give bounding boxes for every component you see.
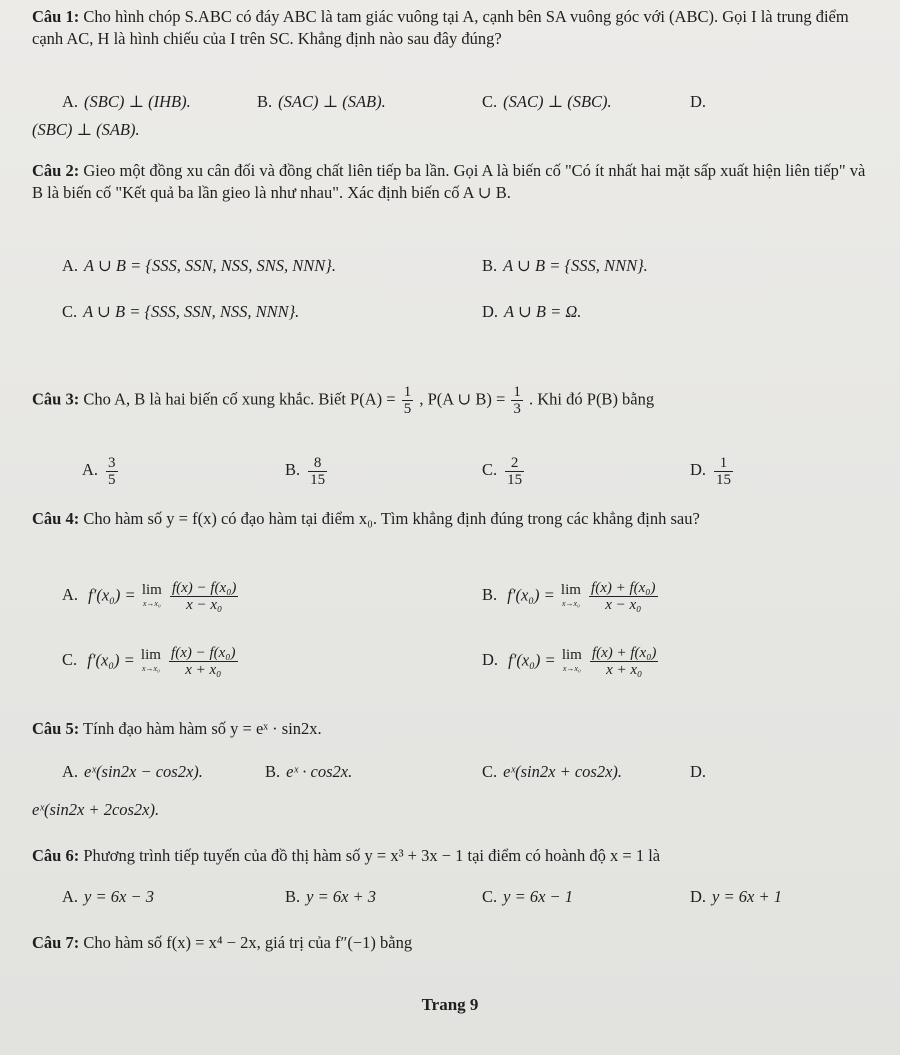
question-3-stem-mid: , P(A ∪ B) = [419, 389, 506, 409]
option-label: B. [482, 585, 498, 605]
question-5-number: Câu 5: [32, 719, 80, 738]
question-7-stem: Cho hàm số f(x) = x⁴ − 2x, giá trị của f″(−1) bằng [83, 933, 413, 952]
question-2-option-c: A ∪ B = {SSS, SSN, NSS, NNN}. [83, 302, 300, 321]
question-2 [32, 160, 872, 204]
option-label: C. [482, 887, 498, 906]
option-label: B. [265, 762, 281, 781]
question-3-option-b: $\frac{8}{15}$ [310, 455, 326, 488]
page-number: Trang 9 [421, 995, 479, 1014]
question-2-stem: Gieo một đồng xu cân đối và đồng chất liên tiếp ba lần. Gọi A là biến cố "Có ít nhất hai mặt sấp xuất hiện liên tiếp" và B là biến cố "Kết quả ba lần gieo là như nhau". Xác định biến cố A ∪ B. [32, 161, 866, 202]
question-5-option-b: eˣ · cos2x. [286, 762, 353, 781]
question-6 [32, 845, 872, 867]
question-1-option-d-row [32, 120, 872, 144]
option-label: A. [62, 585, 79, 605]
question-2-option-a: A ∪ B = {SSS, SSN, NSS, SNS, NNN}. [84, 256, 336, 275]
option-label: B. [482, 256, 498, 275]
question-4-option-c: $\frac{\text{f(x) − f(x₀)}}{\text{x + x₀}}$ [171, 645, 236, 678]
question-6-option-b: y = 6x + 3 [306, 887, 377, 906]
question-5-option-c: eˣ(sin2x + cos2x). [503, 762, 623, 781]
question-3-stem-pre: Cho A, B là hai biến cố xung khắc. Biết P(A) = [83, 389, 396, 409]
question-1-stem: Cho hình chóp S.ABC có đáy ABC là tam giác vuông tại A, cạnh bên SA vuông góc với (ABC). Gọi I là trung điểm cạnh AC, H là hình chiếu của I trên SC. Khẳng định nào sau đây đúng? [32, 7, 849, 48]
question-2-option-b: A ∪ B = {SSS, NNN}. [503, 256, 648, 275]
question-3-option-a: $\frac{3}{5}$ [108, 455, 116, 488]
question-6-option-c: y = 6x − 1 [503, 887, 574, 906]
question-3 [32, 382, 872, 416]
question-5-option-d-row [32, 800, 872, 824]
question-4-number: Câu 4: [32, 509, 80, 528]
option-label: D. [690, 460, 707, 480]
question-5-options [32, 762, 872, 786]
option-label: C. [62, 650, 78, 670]
question-5-option-d: eˣ(sin2x + 2cos2x). [32, 800, 160, 819]
question-3-stem-post: . Khi đó P(B) bằng [529, 389, 655, 409]
derivative-lhs: f′(x₀) = [88, 585, 136, 605]
question-4-option-d: $\frac{\text{f(x) + f(x₀)}}{\text{x + x₀}}$ [591, 645, 657, 678]
option-label: A. [62, 256, 79, 275]
question-3-number: Câu 3: [32, 389, 80, 409]
question-2-options-ab [32, 256, 872, 280]
option-label: C. [482, 92, 498, 111]
question-4-option-b: $\frac{\text{f(x) + f(x₀)}}{\text{x − x₀}}$ [591, 580, 656, 613]
derivative-lhs: f′(x₀) = [508, 650, 556, 670]
question-1-option-c: (SAC) ⊥ (SBC). [503, 92, 612, 111]
question-2-options-cd [32, 302, 872, 326]
option-label: C. [62, 302, 78, 321]
option-label: B. [285, 887, 301, 906]
option-label: D. [690, 92, 707, 111]
limit-symbol: lim x→x₀ [560, 581, 581, 608]
question-6-options [32, 887, 872, 911]
option-label: C. [482, 460, 498, 480]
question-1-number: Câu 1: [32, 7, 80, 26]
option-label: B. [257, 92, 273, 111]
question-3-pa-fraction: $\frac{1}{5}$ [403, 384, 412, 417]
option-label: A. [82, 460, 99, 480]
question-2-number: Câu 2: [32, 161, 80, 180]
option-label: C. [482, 762, 498, 781]
question-3-pab-fraction: $\frac{1}{3}$ [513, 384, 521, 417]
option-label: A. [62, 887, 79, 906]
option-label: D. [690, 887, 707, 906]
option-label: D. [482, 650, 499, 670]
limit-symbol: lim x→x₀ [141, 581, 162, 608]
question-7 [32, 932, 872, 954]
question-2-option-d: A ∪ B = Ω. [504, 302, 582, 321]
question-6-option-d: y = 6x + 1 [712, 887, 782, 906]
question-5-stem: Tính đạo hàm hàm số y = eˣ · sin2x. [83, 719, 322, 738]
question-4-options-ab [32, 580, 872, 620]
question-6-number: Câu 6: [32, 846, 80, 865]
question-6-stem: Phương trình tiếp tuyến của đồ thị hàm số y = x³ + 3x − 1 tại điểm có hoành độ x = 1 là [83, 846, 661, 865]
question-1-options [32, 92, 872, 116]
limit-symbol: lim x→x₀ [561, 646, 582, 673]
question-4 [32, 508, 872, 530]
question-1-option-d: (SBC) ⊥ (SAB). [32, 120, 140, 139]
derivative-lhs: f′(x₀) = [87, 650, 135, 670]
question-5 [32, 718, 872, 740]
question-5-option-a: eˣ(sin2x − cos2x). [84, 762, 203, 781]
question-4-options-cd [32, 645, 872, 685]
question-4-stem: Cho hàm số y = f(x) có đạo hàm tại điểm x₀. Tìm khẳng định đúng trong các khẳng định sau? [83, 509, 700, 528]
question-4-option-a: $\frac{\text{f(x) − f(x₀)}}{\text{x − x₀}}$ [171, 580, 237, 613]
derivative-lhs: f′(x₀) = [507, 585, 555, 605]
question-7-number: Câu 7: [32, 933, 80, 952]
question-3-options [32, 455, 872, 489]
question-1-option-b: (SAC) ⊥ (SAB). [278, 92, 386, 111]
question-3-option-c: $\frac{2}{15}$ [507, 455, 523, 488]
question-1 [32, 6, 872, 50]
option-label: A. [62, 92, 79, 111]
question-3-option-d: $\frac{1}{15}$ [716, 455, 732, 488]
option-label: D. [690, 762, 707, 781]
option-label: A. [62, 762, 79, 781]
option-label: B. [285, 460, 301, 480]
limit-symbol: lim x→x₀ [140, 646, 161, 673]
option-label: D. [482, 302, 499, 321]
question-6-option-a: y = 6x − 3 [84, 887, 154, 906]
question-1-option-a: (SBC) ⊥ (IHB). [84, 92, 191, 111]
